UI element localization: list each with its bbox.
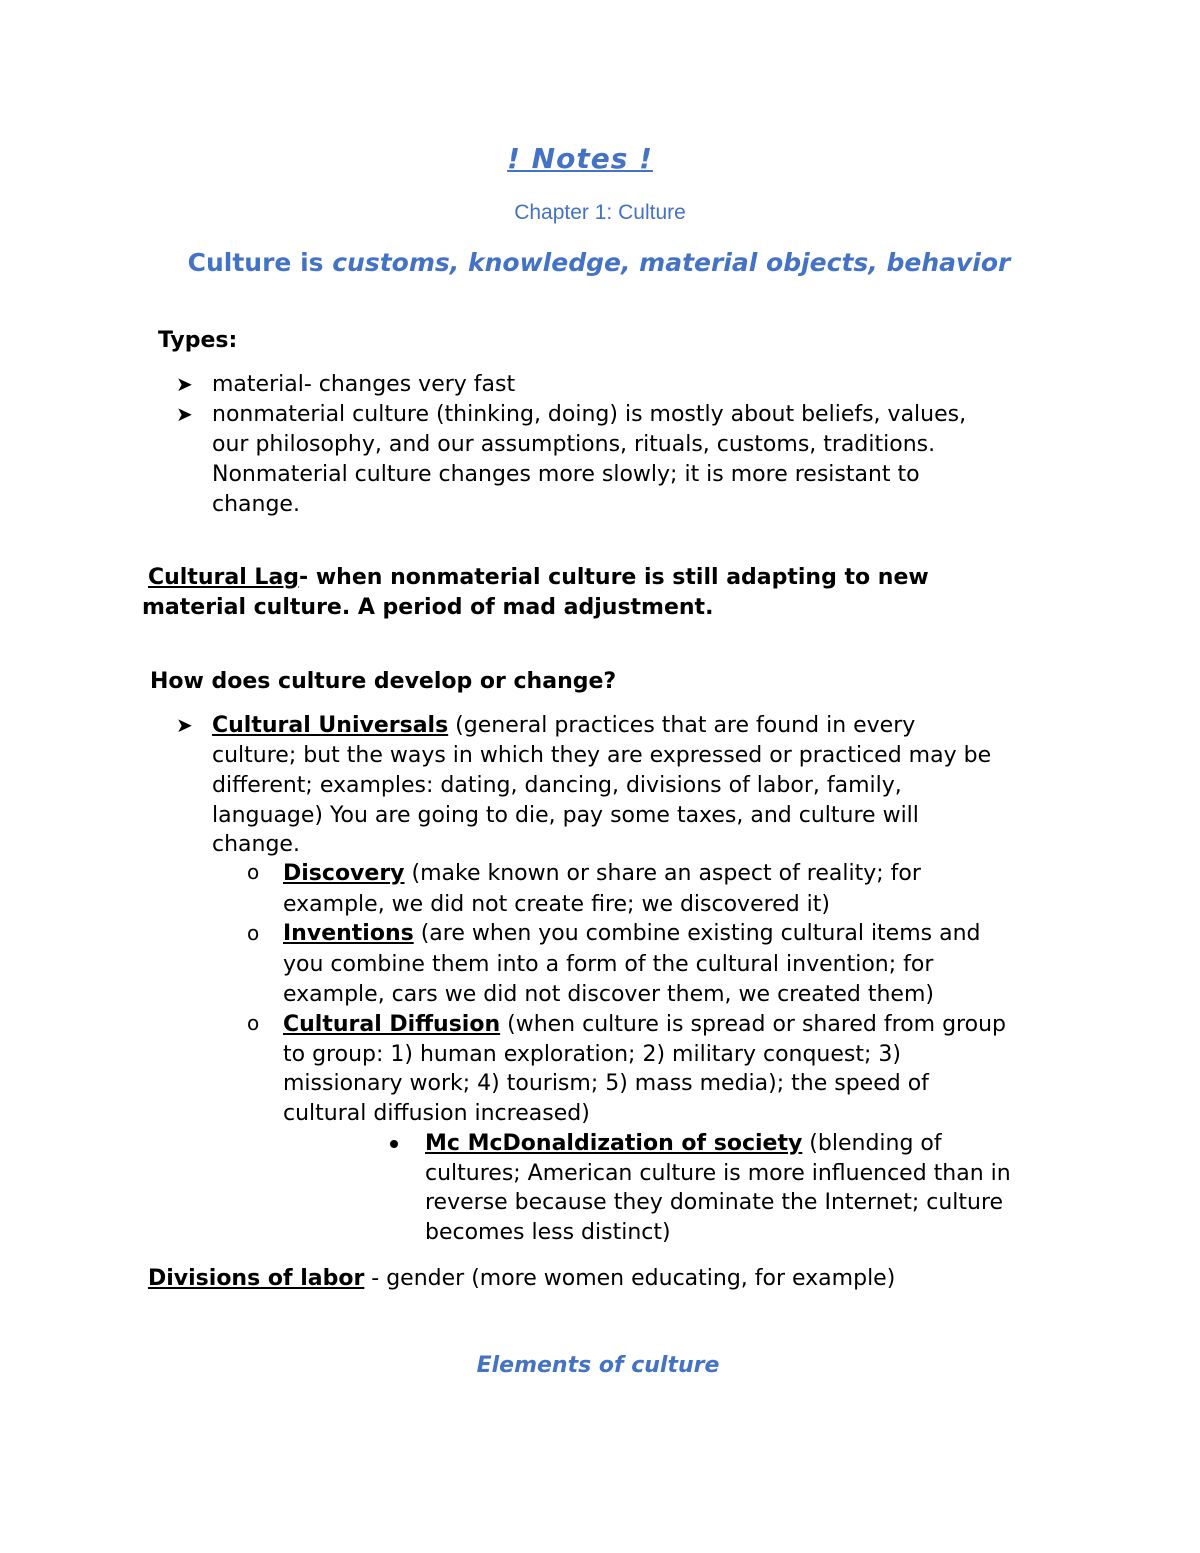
universals-line: different; examples: dating, dancing, divisions of labor, family, xyxy=(212,773,902,798)
hollow-circle-bullet-icon: o xyxy=(247,921,260,945)
definition-terms: customs, knowledge, material objects, behavior xyxy=(332,248,1011,277)
diffusion-line: missionary work; 4) tourism; 5) mass media); the speed of xyxy=(283,1071,929,1096)
hollow-circle-bullet-icon: o xyxy=(247,860,260,884)
mcdonaldization-text: (blending of xyxy=(802,1131,942,1156)
universals-line: language) You are going to die, pay some taxes, and culture will xyxy=(212,803,919,828)
types-item-nonmaterial-line: change. xyxy=(212,492,300,517)
mcdonaldization-line xyxy=(425,1129,942,1159)
chapter-heading: Chapter 1: Culture xyxy=(514,201,686,224)
cultural-lag-line xyxy=(148,563,929,593)
cultural-lag-line-2: material culture. A period of mad adjustment. xyxy=(142,595,714,620)
hollow-circle-bullet-icon: o xyxy=(247,1011,260,1035)
diffusion-line xyxy=(283,1010,1006,1040)
types-item-nonmaterial-line: Nonmaterial culture changes more slowly; it is more resistant to xyxy=(212,462,920,487)
elements-heading: Elements of culture xyxy=(476,1353,720,1378)
arrowhead-bullet-icon: ➤ xyxy=(176,402,193,426)
mcdonaldization-term: Mc McDonaldization of society xyxy=(425,1131,803,1156)
types-heading: Types: xyxy=(158,328,238,353)
universals-line: change. xyxy=(212,832,300,857)
discovery-line xyxy=(283,859,921,889)
inventions-text: (are when you combine existing cultural items and xyxy=(413,921,981,946)
inventions-line xyxy=(283,919,981,949)
types-item-material: material- changes very fast xyxy=(212,372,516,397)
universals-line xyxy=(212,711,915,741)
discovery-text: (make known or share an aspect of reality; for xyxy=(404,861,921,886)
page-title: ! Notes ! xyxy=(507,142,653,175)
arrowhead-bullet-icon: ➤ xyxy=(176,372,193,396)
discovery-line: example, we did not create fire; we discovered it) xyxy=(283,892,830,917)
divisions-line xyxy=(148,1264,895,1294)
question-heading: How does culture develop or change? xyxy=(150,669,617,694)
filled-dot-bullet-icon xyxy=(390,1140,398,1148)
divisions-text: - gender (more women educating, for example) xyxy=(364,1266,896,1291)
mcdonaldization-line: reverse because they dominate the Internet; culture xyxy=(425,1190,1004,1215)
diffusion-term: Cultural Diffusion xyxy=(283,1012,501,1037)
universals-line: culture; but the ways in which they are expressed or practiced may be xyxy=(212,743,992,768)
inventions-term: Inventions xyxy=(283,921,414,946)
culture-definition xyxy=(0,248,1198,277)
definition-lead: Culture is xyxy=(187,248,333,277)
diffusion-text: (when culture is spread or shared from group xyxy=(500,1012,1006,1037)
divisions-term: Divisions of labor xyxy=(148,1266,365,1291)
types-item-nonmaterial-line: our philosophy, and our assumptions, rituals, customs, traditions. xyxy=(212,432,936,457)
universals-term: Cultural Universals xyxy=(212,713,449,738)
inventions-line: you combine them into a form of the cultural invention; for xyxy=(283,952,934,977)
types-item-nonmaterial-line: nonmaterial culture (thinking, doing) is mostly about beliefs, values, xyxy=(212,402,967,427)
mcdonaldization-line: cultures; American culture is more influenced than in xyxy=(425,1161,1011,1186)
cultural-lag-term: Cultural Lag xyxy=(148,565,300,590)
mcdonaldization-line: becomes less distinct) xyxy=(425,1220,671,1245)
cultural-lag-text: - when nonmaterial culture is still adapting to new xyxy=(299,565,929,590)
diffusion-line: cultural diffusion increased) xyxy=(283,1101,590,1126)
discovery-term: Discovery xyxy=(283,861,405,886)
diffusion-line: to group: 1) human exploration; 2) military conquest; 3) xyxy=(283,1042,901,1067)
arrowhead-bullet-icon: ➤ xyxy=(176,713,193,737)
universals-text: (general practices that are found in every xyxy=(448,713,916,738)
inventions-line: example, cars we did not discover them, we created them) xyxy=(283,982,934,1007)
